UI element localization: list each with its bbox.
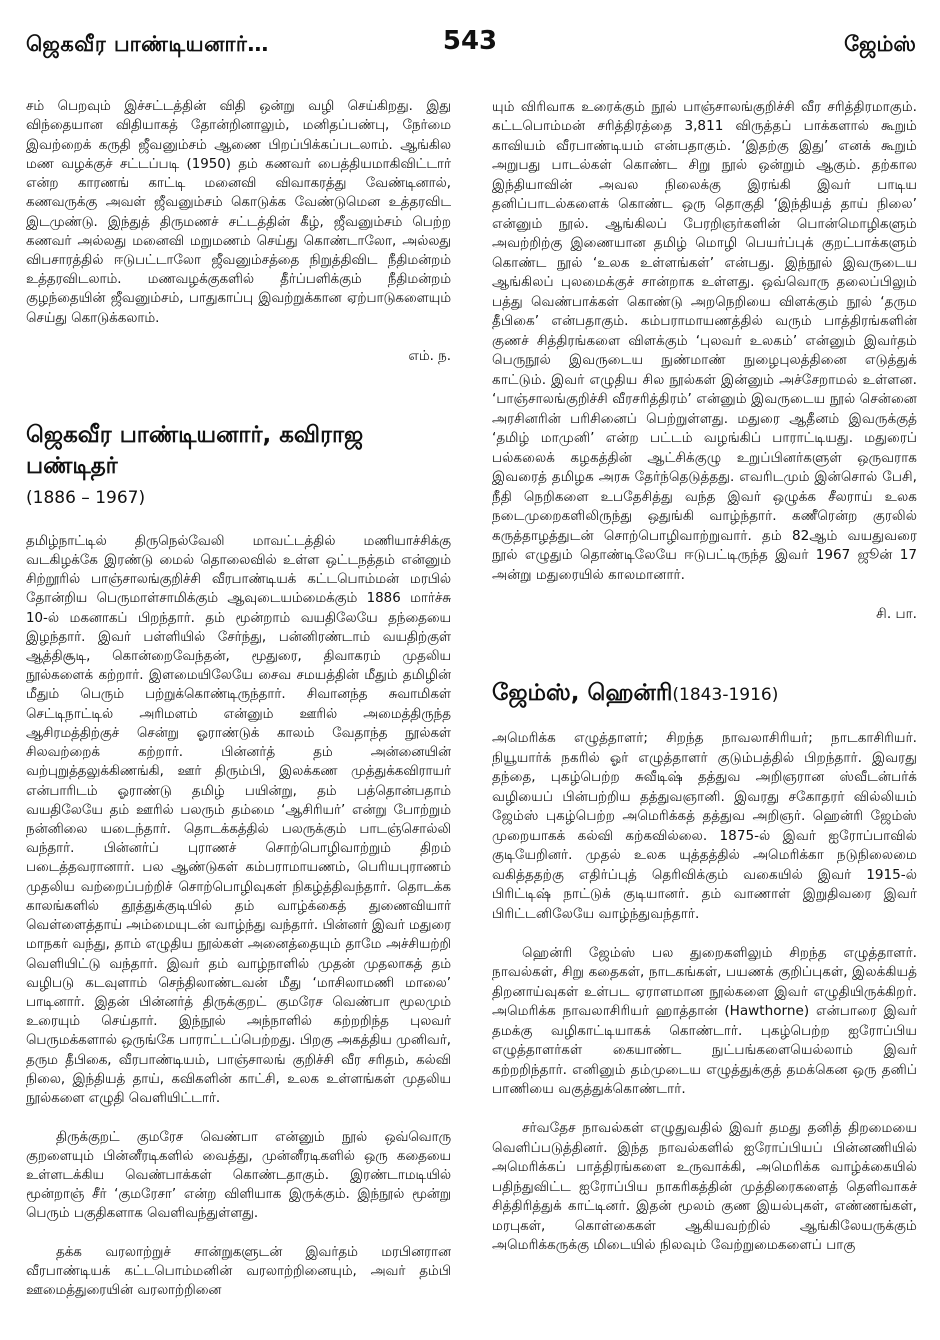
author-initials: சி. பா. bbox=[876, 605, 917, 622]
running-title-left: ஜெகவீர பாண்டியனார்… bbox=[26, 32, 269, 56]
continued-paragraph: சம் பெறவும் இச்சட்டத்தின் விதி ஒன்று வழி செய்கிறது. இது விந்தையான விதியாகத் தோன்றினாலும், மனிதப்பண்பு, நேர்மை இவற்றைக் கருதி ஜீவனும்சம் ஆணை பிறப்பிக்கப்படலாம். ஆங்கில மண வழக்குச் சட்டப்படி (1950) தம் கணவர் பைத்தியமாகிவிட்டார் என்ற காரணங் காட்டி மனைவி விவாகரத்து வேண்டினால், கணவருக்கு அவள் ஜீவனும்சம் கொடுக்க வேண்டுமென உத்தரவிட இடமுண்டு. இந்துத் திருமணச் சட்டத்தின் கீழ், ஜீவனும்சம் பெற்ற கணவர் அல்லது மனைவி மறுமணம் செய்து கொண்டாலோ, அல்லது விபசாரத்தில் ஈடுபட்டாலோ ஜீவனும்சத்தை நிறுத்திவிட நீதிமன்றம் உத்தரவிடலாம். மணவழக்குகளில் தீர்ப்பளிக்கும் நீதிமன்றம் குழந்தையின் ஜீவனும்சம், பாதுகாப்பு இவற்றுக்கான ஏற்பாடுகளையும் செய்து கொடுக்கலாம். bbox=[26, 99, 451, 326]
entry-heading-jegaveera bbox=[26, 390, 451, 513]
continued-paragraph: யும் விரிவாக உரைக்கும் நூல் பாஞ்சாலங்குறிச்சி வீர சரித்திரமாகும். கட்டபொம்மன் சரித்திரத்தை 3,811 விருத்தப் பாக்களால் கூறும் காவியம் வீரபாண்டியம் என்பதாகும். ‘இதற்கு இது’ எனக் கூறும் அறுபது பாடல்கள் கொண்ட சிறு நூல் ஒன்றும் ஆகும். தற்கால இந்தியாவின் அவல நிலைக்கு இரங்கி இவர் பாடிய தனிப்பாடல்களைக் கொண்ட ஒரு தொகுதி ‘இந்தியத் தாய் நிலை’ என்னும் நூல். ஆங்கிலப் பேரறிஞர்களின் பொன்மொழிகளும் அவற்றிற்கு இணையான தமிழ் மொழி பெயர்ப்புக் குறட்பாக்களும் கொண்ட நூல் ‘உலக உள்ளங்கள்’ என்பது. இந்நூல் இவருடைய ஆங்கிலப் புலமைக்குச் சான்றாக உள்ளது. ஒவ்வொரு தலைப்பிலும் பத்து வெண்பாக்கள் கொண்டு அறநெறியை விளக்கும் நூல் ‘தரும தீபிகை’ என்பதாகும். கம்பராமாயணத்தில் வரும் பாத்திரங்களின் குணச் சித்திரங்களை விளக்கும் ‘புலவர் உலகம்’ என்னும் இவர்தம் பெருநூல் இவருடைய நுண்மாண் நுழைபுலத்தினை எடுத்துக் காட்டும். இவர் எழுதிய சில நூல்கள் இன்னும் அச்சேறாமல் உள்ளன. ‘பாஞ்சாலங்குறிச்சி வீரசரித்திரம்’ என்னும் இவருடைய நூல் சென்னை அரசினரின் பரிசினைப் பெற்றுள்ளது. மதுரை ஆதீனம் இவருக்குத் ‘தமிழ் மாமுனி’ என்ற பட்டம் வழங்கிப் பாராட்டியது. மதுரைப் பல்கலைக் கழகத்தின் ஆட்சிக்குழு உறுப்பினர்களுள் ஒருவராக இவரைத் தமிழக அரசு தேர்ந்தெடுத்தது. எவரிடமும் இன்சொல் பேசி, நீதி நெறிகளை உபதேசித்து வந்த இவர் ஒழுக்க சீலராய் உலக நடைமுறைகளிலிருந்து ஒதுங்கி வாழ்ந்தார். கணீரென்ற குரலில் கருத்தாழத்துடன் சொற்பொழிவாற்றுவார். தம் 82ஆம் வயதுவரை நூல் எழுதும் தொண்டிலேயே ஈடுபட்டிருந்த இவர் 1967 ஜூன் 17 அன்று மதுரையில் காலமானார். bbox=[492, 98, 918, 583]
entry-paragraph: திருக்குறட் குமரேச வெண்பா என்னும் நூல் ஒவ்வொரு குறளையும் பின்னீரடிகளில் வைத்து, முன்னீரடிகளில் ஒரு கதையை உள்ளடக்கிய வெண்பாக்கள் கொண்டதாகும். இரண்டாமடியில் மூன்றாஞ் சீர் ‘குமரேசா’ என்ற விளியாக இருக்கும். இந்நூல் மூன்று பெரும் பகுதிகளாக வெளிவந்துள்ளது. bbox=[26, 1129, 451, 1222]
page-number: 543 bbox=[442, 26, 498, 56]
right-column bbox=[492, 78, 917, 1275]
entry-paragraph: தக்க வரலாற்றுச் சான்றுகளுடன் இவர்தம் மரபினரான வீரபாண்டியக் கட்டபொம்மனின் வரலாற்றினையும், அவர் தம்பி ஊமைத்துரையின் வரலாற்றினை bbox=[26, 1244, 451, 1299]
entry-heading-james bbox=[492, 648, 917, 710]
author-initials: எம். ந. bbox=[408, 349, 451, 365]
entry-paragraph: தமிழ்நாட்டில் திருநெல்வேலி மாவட்டத்தில் மணியாச்சிக்கு வடகிழக்கே இரண்டு மைல் தொலைவில் உள்ள ஒட்டநத்தம் என்னும் சிற்றூரில் பாஞ்சாலங்குறிச்சி வீரபாண்டியக் கட்டபொம்மன் மரபில் தோன்றிய பெருமாள்சாமிக்கும் ஆவுடையம்மைக்கும் 1886 மார்ச்சு 10-ல் மகனாகப் பிறந்தார். தம் மூன்றாம் வயதிலேயே தந்தையை இழந்தார். இவர் பள்ளியில் சேர்ந்து, பன்னிரண்டாம் வயதிற்குள் ஆத்திசூடி, கொன்றைவேந்தன், மூதுரை, திவாகரம் முதலிய நூல்களைக் கற்றார். இளமையிலேயே சைவ சமயத்தின் மீதும் தமிழின் மீதும் பெரும் பற்றுக்கொண்டிருந்தார். சிவானந்த சுவாமிகள் செட்டிநாட்டில் அரிமளம் என்னும் ஊரில் அமைத்திருந்த ஆசிரமத்திற்குச் சென்று ஓராண்டுக் காலம் வேதாந்த நூல்கள் சிலவற்றைக் கற்றார். பின்னர்த் தம் அன்னையின் வற்புறுத்தலுக்கிணங்கி, ஊர் திரும்பி, இலக்கண முத்துக்கவிராயர் என்பாரிடம் ஓராண்டு தமிழ் பயின்று, தம் பத்தொன்பதாம் வயதிலேயே தம் ஊரில் பலரும் தம்மை ‘ஆசிரியர்’ என்று போற்றும் நன்னிலை யடைந்தார். தொடக்கத்தில் பலருக்கும் பாடஞ்சொல்லி வந்தார். பின்னர்ப் புராணச் சொற்பொழிவாற்றும் திறம் படைத்தவரானார். பல ஆண்டுகள் கம்பராமாயணம், பெரியபுராணம் முதலிய வற்றைப்பற்றிச் சொற்பொழிவுகள் நிகழ்த்திவந்தார். தொடக்க காலங்களில் தூத்துக்குடியில் தம் வாழ்க்கைத் துணைவியார் வெள்ளைத்தாய் அம்மையுடன் வாழ்ந்து வந்தார். பின்னர் இவர் மதுரை மாநகர் வந்து, தாம் எழுதிய நூல்கள் அனைத்தையும் தாமே அச்சியற்றி வெளியிட்டு வந்தார். இவர் தம் வாழ்நாளில் முதன் முதலாகத் தம் வழிபடு கடவுளாம் செந்திலாண்டவன் மீது ‘மாசிலாமணி மாலை’ பாடினார். இதன் பின்னர்த் திருக்குறட் குமரேச வெண்பா மூலமும் உரையும் செய்தார். இந்நூல் அந்நாளில் கற்றறிந்த புலவர் பெருமக்களால் ஒருங்கே பாராட்டப்பெற்றது. பிறகு அகத்திய முனிவர், தரும தீபிகை, வீரபாண்டியம், பாஞ்சாலங் குறிச்சி வீர சரிதம், கல்வி நிலை, இந்தியத் தாய், கவிகளின் காட்சி, உலக உள்ளங்கள் முதலிய நூல்களை எழுதி வெளியிட்டார். bbox=[26, 533, 451, 1107]
entry-title: ஜெகவீர பாண்டியனார், கவிராஜ பண்டிதர் bbox=[26, 421, 364, 479]
entry-paragraph: ஹென்ரி ஜேம்ஸ் பல துறைகளிலும் சிறந்த எழுத்தாளர். நாவல்கள், சிறு கதைகள், நாடகங்கள், பயணக் குறிப்புகள், இலக்கியத் திறனாய்வுகள் உள்பட ஏராளமான நூல்களை இவர் எழுதியிருக்கிறர். அமெரிக்க நாவலாசிரியர் ஹாத்தான் (Hawthorne) என்பாரை இவர் தமக்கு வழிகாட்டியாகக் கொண்டார். புகழ்பெற்ற ஐரோப்பிய எழுத்தாளர்கள் கையாண்ட நுட்பங்களையெல்லாம் இவர் கற்றறிந்தார். எனினும் தம்முடைய எழுத்துக்குத் தமக்கென ஒரு தனிப் பாணியை வகுத்துக்கொண்டார். bbox=[492, 944, 917, 1097]
entry-years: (1886 – 1967) bbox=[26, 487, 146, 508]
running-title-right: ஜேம்ஸ் bbox=[844, 32, 916, 56]
entry-paragraph: சர்வதேச நாவல்கள் எழுதுவதில் இவர் தமது தனித் திறமையை வெளிப்படுத்தினர். இந்த நாவல்களில் ஐரோப்பியப் பின்னணியில் அமெரிக்கப் பாத்திரங்களை உருவாக்கி, அமெரிக்க வாழ்க்கையில் பதிந்துவிட்ட ஐரோப்பிய நாகரிகத்தின் முத்திரைகளைத் தெளிவாகச் சித்திரித்துக் காட்டினர். இதன் மூலம் குண இயல்புகள், எண்ணங்கள், மரபுகள், கொள்கைகள் ஆகியவற்றில் ஆங்கிலேயருக்கும் அமெரிக்கருக்கு மிடையில் நிலவும் வேற்றுமைகளைப் பாகு bbox=[492, 1120, 917, 1253]
left-column bbox=[26, 78, 451, 1320]
entry-paragraph: அமெரிக்க எழுத்தாளர்; சிறந்த நாவலாசிரியர்; நாடகாசிரியர். நியூயார்க் நகரில் ஓர் எழுத்தாளர் குடும்பத்தில் பிறந்தார். இவரது தந்தை, புகழ்பெற்ற சுவீடிஷ் தத்துவ அறிஞரான ஸ்வீடன்பர்க் வழியைப் பின்பற்றிய தத்துவஞானி. இவரது சகோதரர் வில்லியம் ஜேம்ஸ் புகழ்பெற்ற அமெரிக்கத் தத்துவ அறிஞர். ஹென்ரி ஜேம்ஸ் முறையாகக் கல்வி கற்கவில்லை. 1875-ல் இவர் ஐரோப்பாவில் குடியேறினர். முதல் உலக யுத்தத்தில் அமெரிக்கா நடுநிலைமை வகித்ததற்கு எதிர்ப்புத் தெரிவிக்கும் வகையில் இவர் 1915-ல் பிரிட்டிஷ் நாட்டுக் குடியானர். தம் வாணாள் இறுதிவரை இவர் பிரிட்டனிலேயே வாழ்ந்துவந்தார். bbox=[492, 730, 917, 922]
entry-title: ஜேம்ஸ், ஹென்ரி bbox=[492, 679, 673, 706]
entry-years: (1843-1916) bbox=[672, 684, 779, 705]
page-header bbox=[18, 22, 922, 68]
